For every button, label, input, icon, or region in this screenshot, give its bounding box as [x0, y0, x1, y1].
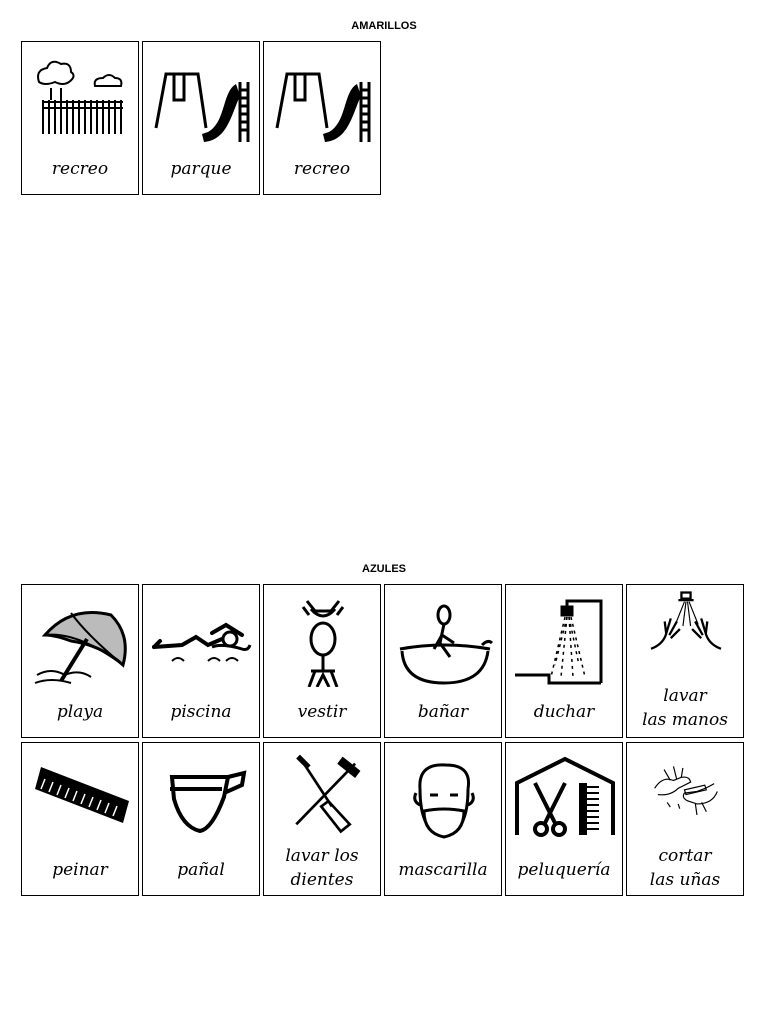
playground-fence-icon	[31, 52, 131, 144]
picto-card-peinar	[21, 742, 139, 896]
card-label-line1: cortar	[658, 846, 712, 866]
card-label: recreo	[293, 159, 351, 179]
picto-card-recreo-2	[263, 41, 381, 195]
card-label: playa	[56, 702, 104, 722]
swing-slide-icon	[152, 52, 252, 144]
card-label-line1: lavar los	[285, 846, 359, 866]
card-label-line2: las manos	[642, 710, 728, 730]
card-label: piscina	[170, 702, 232, 722]
bathtub-icon	[394, 595, 494, 687]
card-label: recreo	[51, 159, 109, 179]
card-label: bañar	[417, 702, 469, 722]
comb-icon	[31, 753, 131, 845]
picto-card-mascarilla	[384, 742, 502, 896]
picto-card-panal	[142, 742, 260, 896]
picto-card-playa	[21, 584, 139, 738]
swimmer-icon	[152, 595, 252, 687]
picto-card-parque	[142, 41, 260, 195]
card-label-line2: las uñas	[649, 870, 721, 890]
section-title-amarillos: AMARILLOS	[351, 20, 417, 32]
section-title-azules: AZULES	[362, 563, 406, 575]
nail-clipper-icon	[636, 757, 736, 829]
face-mask-icon	[394, 753, 494, 845]
card-label-line2: dientes	[290, 870, 354, 890]
card-label: vestir	[297, 702, 347, 722]
card-label: mascarilla	[398, 860, 488, 880]
card-label: pañal	[177, 860, 225, 880]
dressing-person-icon	[273, 595, 373, 687]
picto-card-cortar-las-unas	[626, 742, 744, 896]
card-label: peinar	[52, 860, 108, 880]
beach-umbrella-icon	[31, 595, 131, 687]
card-label: peluquería	[517, 860, 611, 880]
picto-card-piscina	[142, 584, 260, 738]
card-label-line1: lavar	[663, 686, 707, 706]
picto-card-recreo	[21, 41, 139, 195]
toothbrush-icon	[273, 753, 373, 835]
picto-card-vestir	[263, 584, 381, 738]
swing-slide-icon	[273, 52, 373, 144]
shower-icon	[515, 595, 615, 687]
picto-card-lavar-los-dientes	[263, 742, 381, 896]
picto-card-peluqueria	[505, 742, 623, 896]
hair-salon-icon	[510, 753, 620, 845]
card-label: parque	[170, 159, 232, 179]
wash-hands-icon	[636, 591, 736, 661]
picto-card-banar	[384, 584, 502, 738]
diaper-icon	[152, 753, 252, 845]
picto-card-lavar-las-manos	[626, 584, 744, 738]
picto-card-duchar	[505, 584, 623, 738]
card-label: duchar	[533, 702, 595, 722]
